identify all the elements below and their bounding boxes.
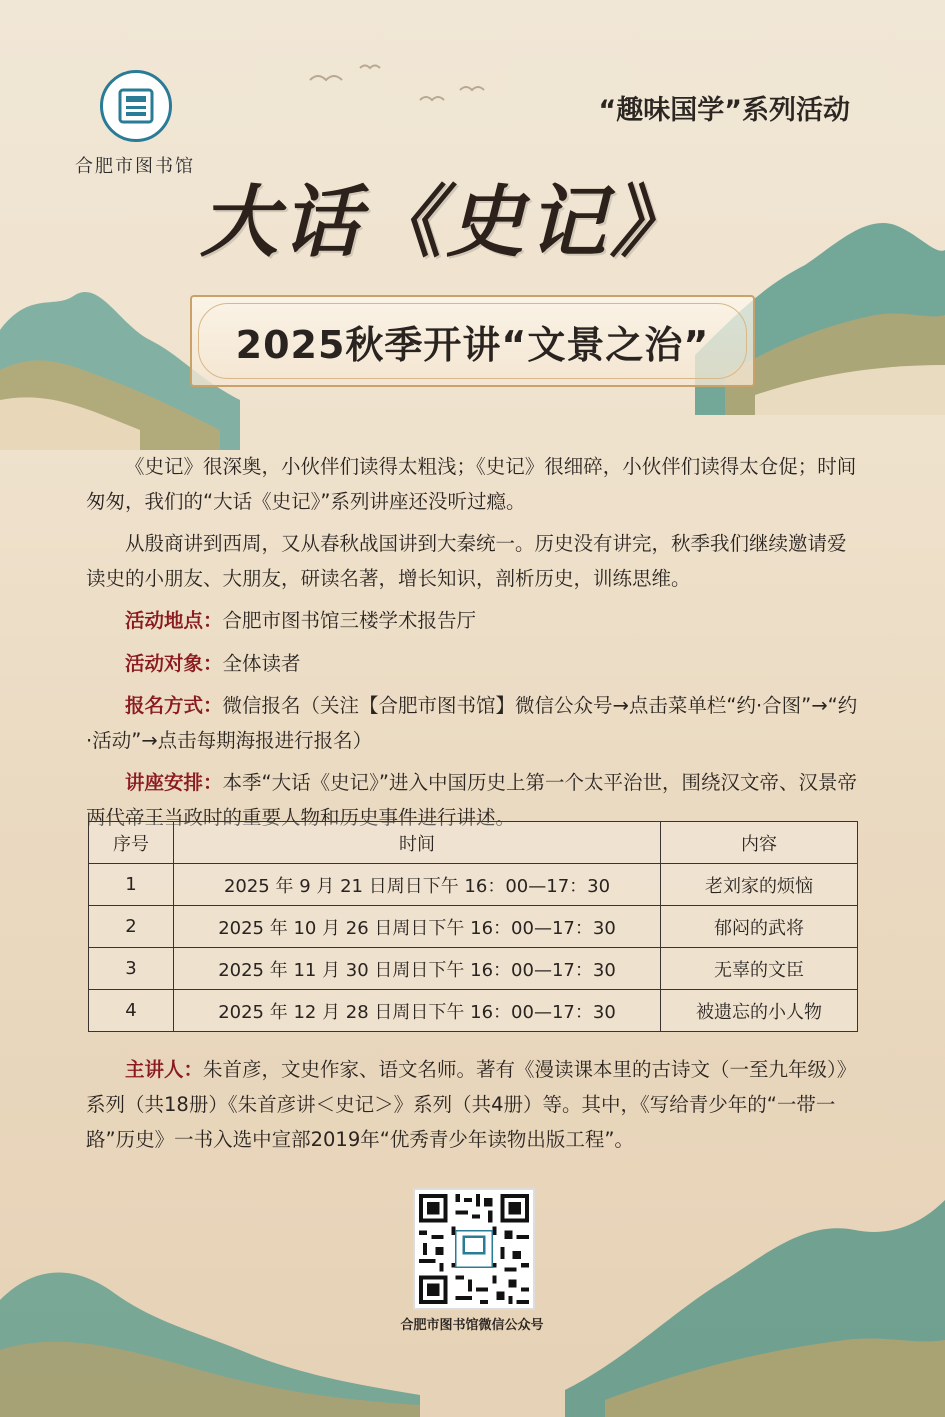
location-label: 活动地点： — [125, 609, 223, 632]
table-row — [89, 990, 858, 1032]
birds-decoration — [300, 60, 520, 120]
mountain-left-bottom — [0, 1180, 420, 1417]
qr-caption: 合肥市图书馆微信公众号 — [400, 1318, 544, 1333]
row-time: 2025 年 11 月 30 日周日下午 16：00—17：30 — [174, 948, 661, 990]
audience-line — [86, 647, 861, 682]
intro-paragraph-1: 《史记》很深奥，小伙伴们读得太粗浅；《史记》很细碎，小伙伴们读得太仓促；时间匆匆，我们的“大话《史记》”系列讲座还没听过瘾。 — [86, 455, 857, 513]
location-value: 合肥市图书馆三楼学术报告厅 — [222, 609, 477, 632]
table-row — [89, 948, 858, 990]
library-name: 合肥市图书馆 — [75, 156, 195, 177]
row-time: 2025 年 12 月 28 日周日下午 16：00—17：30 — [174, 990, 661, 1032]
signup-line — [86, 689, 861, 758]
schedule-table — [88, 821, 858, 1032]
season-banner — [190, 295, 755, 387]
row-time: 2025 年 9 月 21 日周日下午 16：00—17：30 — [174, 864, 661, 906]
location-line — [86, 604, 861, 639]
row-topic: 无辜的文臣 — [661, 948, 858, 990]
signup-value: 微信报名（关注【合肥市图书馆】微信公众号→点击菜单栏“约·合图”→“约·活动”→点击每期海报进行报名） — [86, 694, 858, 752]
header-no: 序号 — [89, 822, 174, 864]
speaker-bio: 朱首彦，文史作家、语文名师。著有《漫读课本里的古诗文（一至九年级）》系列（共18册）《朱首彦讲＜史记＞》系列（共4册）等。其中，《写给青少年的“一带一路”历史》一书入选中宣部2019年“优秀青少年读物出版工程”。 — [86, 1058, 857, 1151]
qr-code-icon — [415, 1190, 533, 1308]
library-logo — [70, 70, 200, 178]
row-no: 3 — [89, 948, 174, 990]
row-no: 2 — [89, 906, 174, 948]
library-emblem-icon — [100, 70, 172, 142]
table-row — [89, 864, 858, 906]
signup-label: 报名方式： — [125, 694, 223, 717]
row-topic: 被遗忘的小人物 — [661, 990, 858, 1032]
speaker-label: 主讲人： — [125, 1058, 204, 1081]
speaker-section — [86, 1052, 861, 1157]
header-topic: 内容 — [661, 822, 858, 864]
wechat-qr-code[interactable] — [413, 1188, 535, 1310]
intro-section — [86, 450, 861, 843]
series-title: “趣味国学”系列活动 — [598, 95, 850, 126]
row-no: 1 — [89, 864, 174, 906]
mountain-right-bottom — [565, 1160, 945, 1417]
schedule-label: 讲座安排： — [125, 771, 223, 794]
intro-paragraph-2: 从殷商讲到西周，又从春秋战国讲到大秦统一。历史没有讲完，秋季我们继续邀请爱读史的小朋友、大朋友，研读名著，增长知识，剖析历史，训练思维。 — [86, 532, 847, 590]
banner-title: 2025秋季开讲“文景之治” — [235, 322, 710, 367]
table-header-row — [89, 822, 858, 864]
banner-inner-frame — [198, 303, 747, 379]
audience-label: 活动对象： — [125, 651, 223, 675]
table-row — [89, 906, 858, 948]
row-topic: 郁闷的武将 — [661, 906, 858, 948]
audience-value: 全体读者 — [222, 651, 301, 675]
row-topic: 老刘家的烦恼 — [661, 864, 858, 906]
header-time: 时间 — [174, 822, 661, 864]
row-no: 4 — [89, 990, 174, 1032]
main-title: 大话《史记》 — [200, 177, 693, 268]
row-time: 2025 年 10 月 26 日周日下午 16：00—17：30 — [174, 906, 661, 948]
schedule-value: 本季“大话《史记》”进入中国历史上第一个太平治世，围绕汉文帝、汉景帝两代帝王当政时的重要人物和历史事件进行讲述。 — [86, 771, 857, 829]
